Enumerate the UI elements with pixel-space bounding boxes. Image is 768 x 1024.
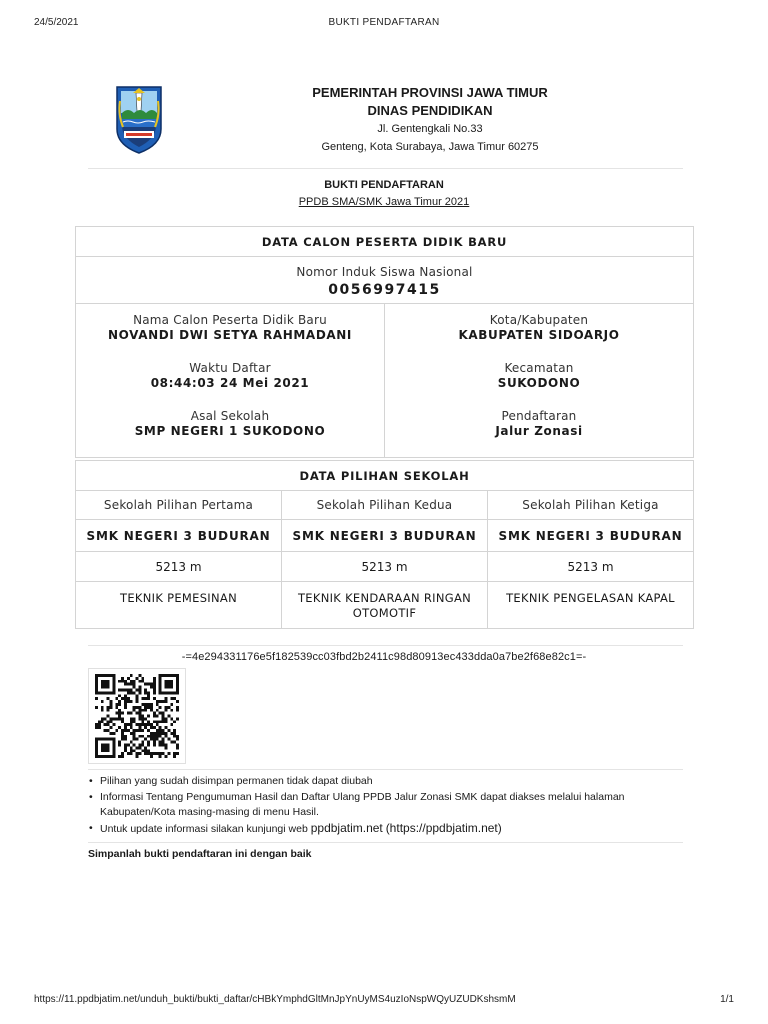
document-title: BUKTI PENDAFTARAN [324, 179, 444, 191]
note-item: • Untuk update informasi silakan kunjungi web ppdbjatim.net (https://ppdbjatim.net) [89, 821, 502, 835]
origin-label: Asal Sekolah [190, 409, 270, 423]
verification-hash: -=4e294331176e5f182539cc03fbd2b2411c98d80913ec433dda0a7be2f68e82c1=- [181, 651, 587, 663]
student-left-column [76, 304, 385, 458]
school-choices-table [75, 460, 694, 629]
choice-2-school: SMK NEGERI 3 BUDURAN [282, 520, 488, 552]
print-header [0, 17, 768, 31]
name-value: NOVANDI DWI SETYA RAHMADANI [108, 328, 352, 342]
choice-3-label: Sekolah Pilihan Ketiga [488, 491, 694, 520]
update-site-link[interactable]: ppdbjatim.net [310, 821, 383, 835]
print-url: https://11.ppdbjatim.net/unduh_bukti/bukti_daftar/cHBkYmphdGltMnJpYnUyMS4uzIoNspWQyUZUDKshsmM [34, 994, 516, 1005]
nisn-value: 0056997415 [328, 281, 441, 298]
time-field [76, 361, 384, 409]
choice-3-program: TEKNIK PENGELASAN KAPAL [488, 582, 694, 629]
origin-field [76, 409, 384, 457]
qr-code-icon [88, 668, 186, 764]
choice-3-distance: 5213 m [488, 552, 694, 582]
district-field [385, 361, 693, 409]
registration-label: Pendaftaran [501, 409, 577, 423]
registration-field [385, 409, 693, 457]
time-label: Waktu Daftar [189, 361, 271, 375]
city-label: Kota/Kabupaten [489, 313, 589, 327]
choice-1-distance: 5213 m [76, 552, 282, 582]
letterhead [200, 84, 660, 156]
student-data-table [75, 226, 694, 458]
choice-2-program: TEKNIK KENDARAAN RINGAN OTOMOTIF [282, 582, 488, 629]
divider [88, 645, 683, 646]
choices-section-title: DATA PILIHAN SEKOLAH [76, 461, 694, 491]
choice-1-label: Sekolah Pilihan Pertama [76, 491, 282, 520]
district-label: Kecamatan [504, 361, 574, 375]
choice-1-school: SMK NEGERI 3 BUDURAN [76, 520, 282, 552]
office-name: DINAS PENDIDIKAN [367, 103, 493, 118]
address-line-1: Jl. Gentengkali No.33 [377, 123, 483, 135]
update-site-url[interactable]: (https://ppdbjatim.net) [385, 821, 502, 835]
choice-3-school: SMK NEGERI 3 BUDURAN [488, 520, 694, 552]
print-page-number: 1/1 [720, 994, 734, 1005]
note-item: • Pilihan yang sudah disimpan permanen tidak dapat diubah [89, 775, 373, 787]
district-value: SUKODONO [497, 376, 581, 390]
student-section-title: DATA CALON PESERTA DIDIK BARU [76, 227, 694, 257]
choice-1-program: TEKNIK PEMESINAN [76, 582, 282, 629]
name-label: Nama Calon Peserta Didik Baru [133, 313, 327, 327]
save-reminder: Simpanlah bukti pendaftaran ini dengan baik [88, 848, 312, 860]
print-page-title: BUKTI PENDAFTARAN [328, 17, 440, 28]
document-subtitle: PPDB SMA/SMK Jawa Timur 2021 [298, 196, 470, 208]
registration-value: Jalur Zonasi [495, 424, 583, 438]
note-text: Pilihan yang sudah disimpan permanen tidak dapat diubah [100, 775, 373, 787]
note-item: • Informasi Tentang Pengumuman Hasil dan Daftar Ulang PPDB Jalur Zonasi SMK dapat diakses melalui halaman Kabupaten/Kota masing-masing di menu Hasil. [89, 791, 625, 818]
document-title-block [0, 178, 768, 210]
choice-2-distance: 5213 m [282, 552, 488, 582]
student-right-column [385, 304, 694, 458]
nisn-cell [76, 257, 694, 304]
time-value: 08:44:03 24 Mei 2021 [150, 376, 310, 390]
city-field [385, 313, 693, 361]
note-text: Informasi Tentang Pengumuman Hasil dan Daftar Ulang PPDB Jalur Zonasi SMK dapat diakses melalui halaman Kabupaten/Kota masing-masing di menu Hasil. [100, 791, 625, 818]
province-name: PEMERINTAH PROVINSI JAWA TIMUR [312, 85, 548, 100]
divider [88, 769, 683, 770]
name-field [76, 313, 384, 361]
note-update-prefix: Untuk update informasi silakan kunjungi web [100, 823, 308, 835]
divider [88, 842, 683, 843]
address-line-2: Genteng, Kota Surabaya, Jawa Timur 60275 [321, 141, 539, 153]
divider [88, 168, 683, 169]
print-date: 24/5/2021 [34, 17, 79, 28]
notes-list [88, 774, 688, 838]
nisn-label: Nomor Induk Siswa Nasional [296, 264, 473, 279]
choice-2-label: Sekolah Pilihan Kedua [282, 491, 488, 520]
city-value: KABUPATEN SIDOARJO [458, 328, 620, 342]
east-java-coat-of-arms-icon [114, 83, 164, 155]
origin-value: SMP NEGERI 1 SUKODONO [134, 424, 326, 438]
